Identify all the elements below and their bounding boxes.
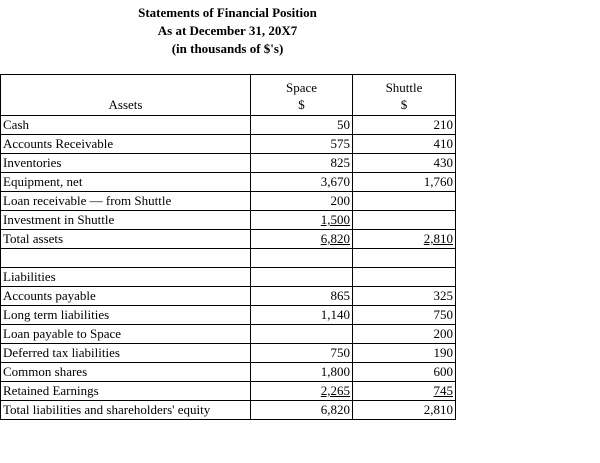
blank-cell — [251, 249, 353, 268]
shuttle-value: 210 — [353, 116, 456, 135]
shuttle-value: 2,810 — [353, 401, 456, 420]
row-label: Retained Earnings — [1, 382, 251, 401]
table-row — [1, 363, 456, 382]
row-label: Long term liabilities — [1, 306, 251, 325]
space-value-underlined: 2,265 — [320, 383, 350, 398]
space-value-underlined: 1,500 — [320, 212, 350, 227]
table-row — [1, 135, 456, 154]
space-total-assets: 6,820 — [320, 231, 350, 246]
financial-position-table — [0, 74, 456, 420]
table-row — [1, 192, 456, 211]
shuttle-column-unit: $ — [400, 97, 408, 112]
table-row — [1, 325, 456, 344]
row-label: Loan payable to Space — [1, 325, 251, 344]
liabilities-header: Liabilities — [1, 268, 251, 287]
space-value: 200 — [251, 192, 353, 211]
space-value: 1,800 — [251, 363, 353, 382]
row-label: Total liabilities and shareholders' equity — [1, 401, 251, 420]
table-row — [1, 116, 456, 135]
statement-title: Statements of Financial Position — [138, 5, 317, 20]
space-value: 750 — [251, 344, 353, 363]
assets-header: Assets — [1, 75, 251, 116]
shuttle-value: 190 — [353, 344, 456, 363]
shuttle-column-header — [353, 75, 456, 116]
statement-units: (in thousands of $'s) — [171, 41, 284, 56]
blank-cell — [251, 268, 353, 287]
row-label: Investment in Shuttle — [1, 211, 251, 230]
table-row — [1, 344, 456, 363]
total-liabilities-row — [1, 401, 456, 420]
space-value: 1,140 — [251, 306, 353, 325]
table-row — [1, 154, 456, 173]
space-value — [251, 382, 353, 401]
blank-row — [1, 249, 456, 268]
space-value: 825 — [251, 154, 353, 173]
table-row — [1, 306, 456, 325]
statement-date: As at December 31, 20X7 — [157, 23, 298, 38]
space-value: 50 — [251, 116, 353, 135]
statement-heading — [0, 4, 455, 58]
space-column-unit: $ — [298, 97, 305, 112]
table-row — [1, 382, 456, 401]
row-label: Cash — [1, 116, 251, 135]
shuttle-value: 430 — [353, 154, 456, 173]
shuttle-value-underlined: 745 — [433, 383, 453, 398]
liabilities-header-row — [1, 268, 456, 287]
space-value: 575 — [251, 135, 353, 154]
row-label: Total assets — [1, 230, 251, 249]
space-value — [251, 230, 353, 249]
shuttle-value — [353, 211, 456, 230]
space-value — [251, 325, 353, 344]
row-label: Deferred tax liabilities — [1, 344, 251, 363]
shuttle-value: 325 — [353, 287, 456, 306]
row-label: Accounts payable — [1, 287, 251, 306]
space-value: 6,820 — [251, 401, 353, 420]
shuttle-value: 200 — [353, 325, 456, 344]
shuttle-value: 750 — [353, 306, 456, 325]
total-assets-row — [1, 230, 456, 249]
row-label: Equipment, net — [1, 173, 251, 192]
blank-cell — [353, 268, 456, 287]
table-row — [1, 287, 456, 306]
shuttle-value: 410 — [353, 135, 456, 154]
row-label: Loan receivable — from Shuttle — [1, 192, 251, 211]
blank-cell — [353, 249, 456, 268]
space-column-header — [251, 75, 353, 116]
space-value: 3,670 — [251, 173, 353, 192]
shuttle-value: 600 — [353, 363, 456, 382]
table-row — [1, 211, 456, 230]
table-row — [1, 173, 456, 192]
column-header-row — [1, 75, 456, 116]
space-column-name: Space — [285, 80, 318, 95]
shuttle-total-assets: 2,810 — [423, 231, 453, 246]
blank-cell — [1, 249, 251, 268]
row-label: Inventories — [1, 154, 251, 173]
space-value — [251, 211, 353, 230]
shuttle-value — [353, 230, 456, 249]
row-label: Common shares — [1, 363, 251, 382]
shuttle-value — [353, 382, 456, 401]
shuttle-column-name: Shuttle — [385, 80, 423, 95]
row-label: Accounts Receivable — [1, 135, 251, 154]
space-value: 865 — [251, 287, 353, 306]
shuttle-value: 1,760 — [353, 173, 456, 192]
shuttle-value — [353, 192, 456, 211]
